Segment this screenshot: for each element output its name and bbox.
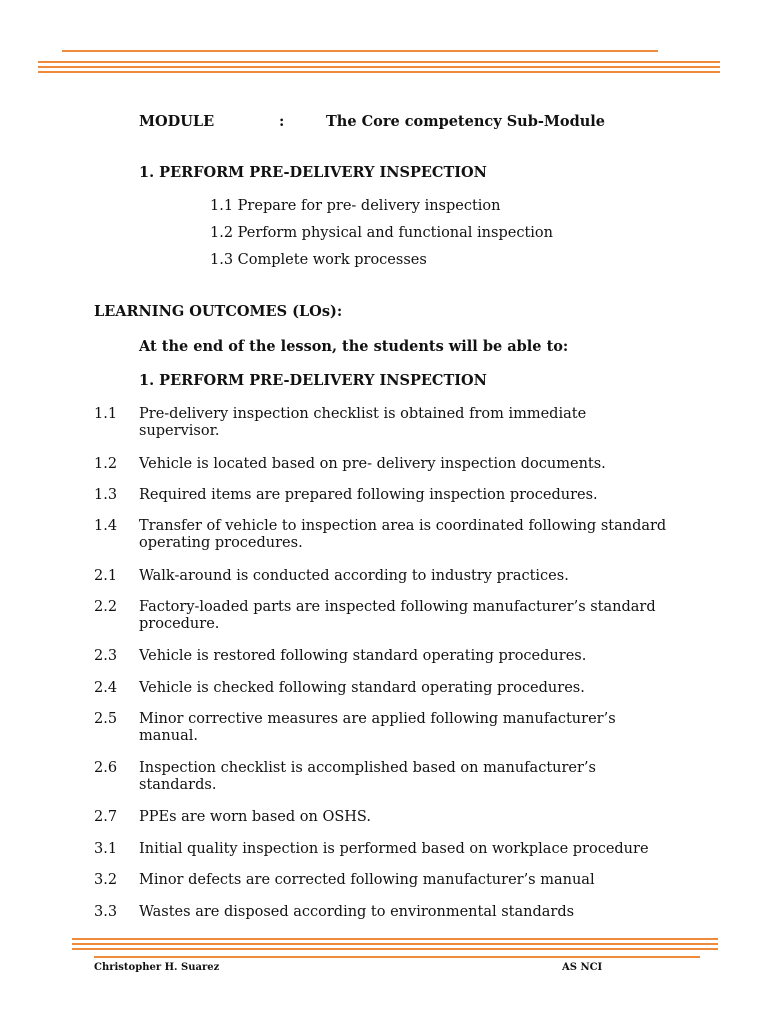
- outcome-number: 3.1: [94, 841, 118, 857]
- module-separator: :: [279, 113, 285, 130]
- section-subitem: 1.2 Perform physical and functional inspection: [210, 225, 553, 241]
- outcome-number: 3.2: [94, 872, 118, 888]
- outcome-text: Pre-delivery inspection checklist is obtained from immediate supervisor.: [139, 406, 587, 439]
- footer-rule: [72, 943, 718, 945]
- outcome-number: 2.1: [94, 568, 118, 584]
- outcome-number: 2.7: [94, 809, 118, 825]
- outcome-text: Vehicle is checked following standard operating procedures.: [139, 680, 585, 696]
- outcome-number: 3.3: [94, 904, 118, 920]
- outcome-text: Minor defects are corrected following manufacturer’s manual: [139, 872, 595, 888]
- footer-rule: [72, 938, 718, 940]
- section-heading: 1. PERFORM PRE-DELIVERY INSPECTION: [139, 164, 487, 181]
- outcome-text: Factory-loaded parts are inspected following manufacturer’s standard procedure.: [139, 599, 656, 632]
- outcome-number: 2.5: [94, 711, 118, 727]
- outcome-number: 1.1: [94, 406, 118, 422]
- header-rule: [38, 61, 720, 63]
- header-rule: [38, 66, 720, 68]
- outcome-number: 1.4: [94, 518, 118, 534]
- module-title: The Core competency Sub-Module: [326, 113, 606, 130]
- outcome-number: 2.2: [94, 599, 118, 615]
- outcomes-intro: At the end of the lesson, the students will be able to:: [139, 338, 569, 355]
- outcome-number: 2.4: [94, 680, 118, 696]
- outcomes-subheading: 1. PERFORM PRE-DELIVERY INSPECTION: [139, 372, 487, 389]
- outcomes-heading: LEARNING OUTCOMES (LOs):: [94, 303, 343, 320]
- outcome-text: PPEs are worn based on OSHS.: [139, 809, 371, 825]
- header-rule-top: [62, 50, 658, 52]
- footer-rule-bottom: [94, 956, 700, 958]
- outcome-number: 1.2: [94, 456, 118, 472]
- outcome-number: 2.3: [94, 648, 118, 664]
- outcome-text: Wastes are disposed according to environmental standards: [139, 904, 575, 920]
- footer-code: AS NCI: [562, 962, 603, 973]
- outcome-text: Transfer of vehicle to inspection area is coordinated following standard operating procedures.: [139, 518, 667, 551]
- header-rule: [38, 71, 720, 73]
- outcome-text: Walk-around is conducted according to industry practices.: [139, 568, 569, 584]
- outcome-text: Initial quality inspection is performed based on workplace procedure: [139, 841, 649, 857]
- outcome-number: 2.6: [94, 760, 118, 776]
- outcome-number: 1.3: [94, 487, 118, 503]
- footer-author: Christopher H. Suarez: [94, 962, 220, 973]
- module-label: MODULE: [139, 113, 215, 130]
- section-subitem: 1.1 Prepare for pre- delivery inspection: [210, 198, 501, 214]
- section-subitem: 1.3 Complete work processes: [210, 252, 427, 268]
- outcome-text: Vehicle is located based on pre- delivery inspection documents.: [139, 456, 606, 472]
- outcome-text: Inspection checklist is accomplished based on manufacturer’s standards.: [139, 760, 596, 793]
- outcome-text: Minor corrective measures are applied following manufacturer’s manual.: [139, 711, 616, 744]
- footer-rule: [72, 948, 718, 950]
- outcome-text: Vehicle is restored following standard operating procedures.: [139, 648, 587, 664]
- outcome-text: Required items are prepared following inspection procedures.: [139, 487, 598, 503]
